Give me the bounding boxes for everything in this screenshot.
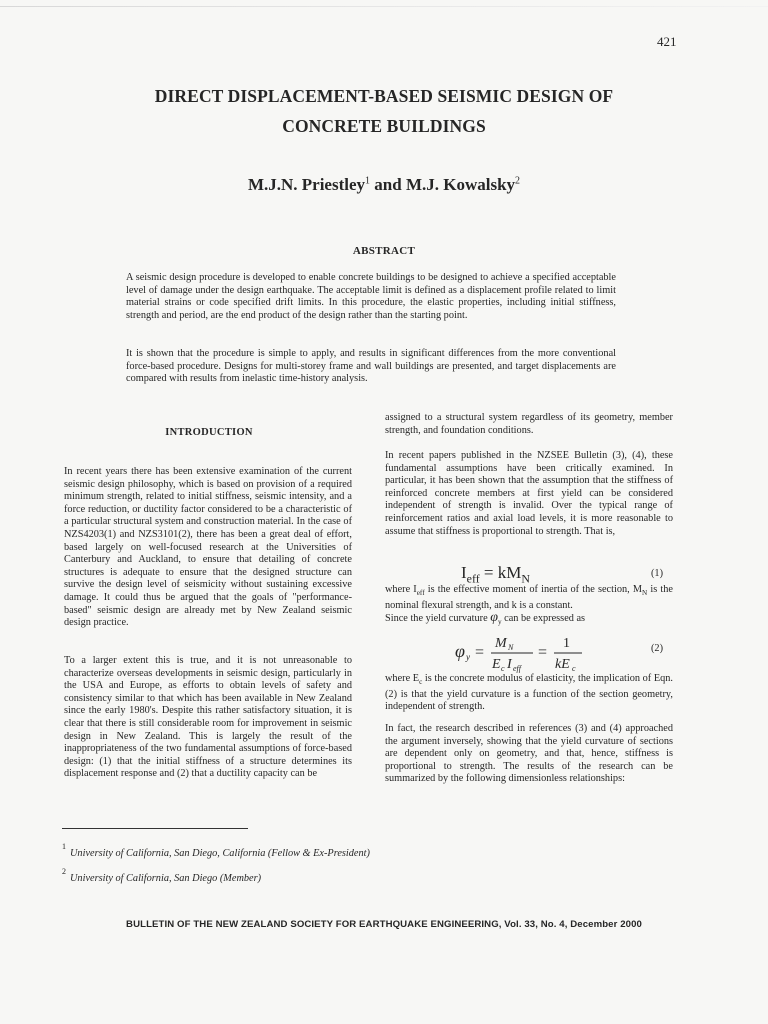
equation-1-explanation: where $I_{eff}$ is the effective moment of inertia of the section, $M_N$ is the nominal flexural strength, and k is a constant. (385, 584, 673, 611)
equation-2-denominator-1-I: I (507, 657, 512, 672)
abstract-heading: ABSTRACT (352, 245, 416, 257)
intro-paragraph-1: In recent years there has been extensive examination of the current seismic design philosophy, which is based on provision of a required minimum strength, related to initial stiffness, seismic intensity, and a force reduction, or ductility factor considered to be a characteristic of a particular structural system and construction material. In the case of NZS4203(1) and NZS3101(2), there has been a great deal of effort, based largely on well-focused research at the Universities of Canterbury and Auckland, to ensure that detailing of concrete structures is adequate to ensure that the designed structure can survive the design level of seismicity without sustaining excessive damage. It could thus be argued that the goals of "performance-based" seismic design are already met by New Zealand seismic design practice. (64, 466, 352, 629)
author-list (0, 175, 768, 195)
author-1-affiliation-mark: 1 (365, 175, 371, 187)
right-paragraph-2: In recent papers published in the NZSEE Bulletin (3), (4), these fundamental assumptions have been critically examined. In particular, it has been shown that the assumption that the stiffness of reinforced concrete members at first yield can be considered independent of strength is invalid. Over the typical range of reinforcement ratios and axial load levels, it is more reasonable to assume that stiffness is proportional to strength. That is, (385, 450, 673, 537)
equation-2-numerator-1: M (495, 636, 507, 651)
equation-2-denominator-1-subscript-c: c (501, 664, 505, 673)
equation-1: $I_{eff} = kM_N$ (461, 563, 530, 586)
page-number: 421 (657, 34, 677, 49)
author-1: M.J.N. Priestley (247, 175, 366, 194)
introduction-heading: INTRODUCTION (165, 427, 253, 438)
footnote-rule (62, 828, 248, 829)
equation-2-denominator-1-subscript-eff: eff (513, 664, 521, 673)
yield-curvature-sentence: Since the yield curvature $\varphi_y$ can be expressed as (385, 610, 586, 627)
equation-2-phi-subscript: y (466, 652, 470, 662)
footnote-2: $^2$University of California, San Diego (Member) (62, 867, 262, 884)
equation-2-number: (2) (651, 643, 664, 654)
equation-2-explanation: where $E_c$ is the concrete modulus of elasticity, the implication of Eqn. (2) is that the yield curvature is a function of the section geometry, independent of strength. (385, 673, 673, 713)
equation-2-equals-1: = (475, 644, 485, 661)
journal-footer: BULLETIN OF THE NEW ZEALAND SOCIETY FOR EARTHQUAKE ENGINEERING, Vol. 33, No. 4, December 2000 (126, 919, 642, 930)
equation-2-phi: φ (455, 641, 465, 661)
equation-2-denominator-1: E (492, 657, 501, 672)
intro-paragraph-2: To a larger extent this is true, and it is not unreasonable to characterize overseas developments in seismic design, particularly in the USA and Europe, as efforts to obtain levels of safety and consistency similar to that which has been available in New Zealand since the early 1980's. Despite this rather satisfactory situation, it is clear that there is still considerable room for improvement in seismic design in New Zealand. This is largely the result of the inappropriateness of the two fundamental assumptions of force-based design: (1) that the initial stiffness of a structure determines its displacement response and (2) that a ductility capacity can be (64, 655, 352, 780)
equation-2 (455, 628, 585, 674)
equation-2-equals-2: = (538, 644, 548, 661)
scan-edge-line (0, 6, 768, 7)
equation-2-numerator-1-subscript: N (508, 643, 514, 652)
abstract-paragraph-2: It is shown that the procedure is simple to apply, and results in significant differences from the more conventional force-based procedure. Designs for multi-storey frame and wall buildings are presented, and target displacements are compared with results from inelastic time-history analysis. (126, 348, 616, 384)
paper-title-line-2: CONCRETE BUILDINGS (282, 116, 486, 136)
right-paragraph-4: In fact, the research described in references (3) and (4) approached the argument inversely, showing that the yield curvature of sections are dependent only on geometry, and that, hence, stiffness is proportional to strength. The results of the research can be summarized by the following dimensionless relationships: (385, 723, 673, 785)
footnote-1: $^1$University of California, San Diego, California (Fellow & Ex-President) (62, 842, 370, 859)
equation-1-number: (1) (651, 568, 664, 579)
author-2: M.J. Kowalsky (405, 175, 516, 194)
author-2-affiliation-mark: 2 (515, 175, 521, 187)
equation-2-numerator-2: 1 (563, 636, 570, 651)
author-conjunction: and (370, 175, 406, 194)
equation-2-denominator-2-subscript: c (572, 664, 576, 673)
abstract-paragraph-1: A seismic design procedure is developed to enable concrete buildings to be designed to achieve a specified acceptable level of damage under the design earthquake. The acceptable limit is defined as a displacement profile related to limit material strains or code specified drift limits. In this procedure, the elastic properties, including initial stiffness, strength and period, are the end product of the design rather than the starting point. (126, 272, 616, 321)
right-paragraph-1: assigned to a structural system regardless of its geometry, member strength, and foundation conditions. (385, 412, 673, 436)
equation-2-denominator-2: kE (555, 657, 570, 672)
paper-title-line-1: DIRECT DISPLACEMENT-BASED SEISMIC DESIGN OF (154, 86, 614, 106)
